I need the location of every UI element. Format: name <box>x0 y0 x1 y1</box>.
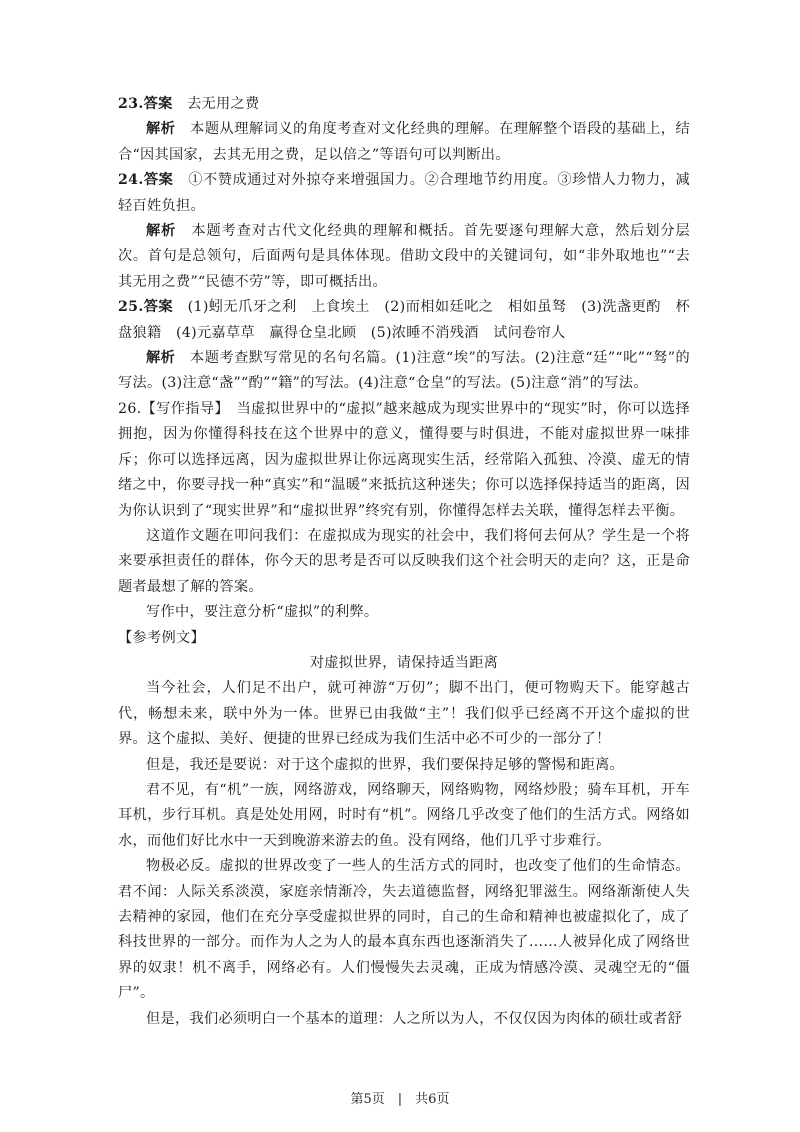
answer-23 <box>118 92 690 117</box>
analysis-label: 解析 <box>146 350 176 367</box>
answer-text: ①不赞成通过对外掠夺来增强国力。②合理地节约用度。③珍惜人力物力，减轻百姓负担。 <box>118 172 691 214</box>
analysis-label: 解析 <box>146 121 176 138</box>
sample-essay-title: 对虚拟世界，请保持适当距离 <box>309 654 499 671</box>
writing-guide-text: 当虚拟世界中的“虚拟”越来越成为现实世界中的“现实”时，你可以选择拥抱，因为你懂得科技在这个世界中的意义，懂得要与时俱进，不能对虚拟世界一味排斥；你可以选择远离，因为虚拟世界让你远离现实生活，经常陷入孤独、冷漠、虚无的情绪之中，你要寻找一种“真实”和“温暖”来抵抗这种迷失；你可以选择保持适当的距离，因为你认识到了“现实世界”和“虚拟世界”终究有别，你懂得怎样去关联，懂得怎样去平衡。 <box>118 400 690 519</box>
answer-25 <box>118 295 690 346</box>
answer-text: 去无用之费 <box>187 96 260 112</box>
essay-paragraph: 物极必反。虚拟的世界改变了一些人的生活方式的同时，也改变了他们的生命情态。君不闻：人际关系淡漠，家庭亲情渐冷，失去道德监督，网络犯罪滋生。网络渐渐使人失去精神的家园，他们在充分享受虚拟世界的同时，自己的生命和精神也被虚拟化了，成了科技世界的一部分。而作为人之为人的最本真东西也逐渐消失了……人被异化成了网络世界的奴隶！机不离手，网络必有。人们慢慢失去灵魂，正成为情感冷漠、灵魂空无的“僵尸”。 <box>118 858 690 1002</box>
paragraph: 这道作文题在叩问我们：在虚拟成为现实的社会中，我们将何去何从？学生是一个将来要承担责任的群体，你今天的思考是否可以反映我们这个社会明天的走向？这，正是命题者最想了解的答案。 <box>118 527 690 595</box>
essay-paragraph: 当今社会，人们足不出户，就可神游“万仞”；脚不出门，便可物购天下。能穿越古代，畅想未来，联中外为一体。世界已由我做“主”！我们似乎已经离不开这个虚拟的世界。这个虚拟、美好、便捷的世界已经成为我们生活中必不可少的一部分了！ <box>118 680 690 748</box>
analysis-label: 解析 <box>146 223 177 240</box>
answer-label: 25.答案 <box>118 299 174 316</box>
writing-guide-26 <box>118 397 690 524</box>
essay-paragraph: 但是，我们必须明白一个基本的道理：人之所以为人，不仅仅因为肉体的硕壮或者舒 <box>146 1010 683 1027</box>
sample-essay-label: 【参考例文】 <box>118 629 205 646</box>
writing-guide-label: 26.【写作指导】 <box>118 400 222 417</box>
answer-text: (1)蚓无爪牙之利 上食埃土 (2)而相如廷叱之 相如虽驽 (3)洗盏更酌 杯盘狼籍 (4)元嘉草草 赢得仓皇北顾 (5)浓睡不消残酒 试问卷帘人 <box>118 299 690 341</box>
document-body <box>118 92 690 1032</box>
paragraph: 写作中，要注意分析“虚拟”的利弊。 <box>146 604 379 621</box>
answer-label: 24.答案 <box>118 172 174 189</box>
analysis-text: 本题考查对古代文化经典的理解和概括。首先要逐句理解大意，然后划分层次。首句是总领句，后面两句是具体体现。借助文段中的关键词句，如“非外取地也”“去其无用之费”“民德不劳”等，即可概括出。 <box>118 223 690 290</box>
analysis-text: 本题从理解词义的角度考查对文化经典的理解。在理解整个语段的基础上，结合“因其国家，去其无用之费，足以倍之”等语句可以判断出。 <box>118 121 690 163</box>
analysis-23 <box>118 117 690 168</box>
analysis-25 <box>118 346 690 397</box>
answer-label: 23.答案 <box>118 96 173 112</box>
essay-paragraph: 但是，我还是要说：对于这个虚拟的世界，我们要保持足够的警惕和距离。 <box>146 756 625 773</box>
analysis-text: 本题考查默写常见的名句名篇。(1)注意“埃”的写法。(2)注意“廷”“叱”“驽”的写法。(3)注意“盏”“酌”“籍”的写法。(4)注意“仓皇”的写法。(5)注意“消”的写法。 <box>118 350 690 392</box>
answer-24 <box>118 168 690 219</box>
page-footer: 第5页 | 共6页 <box>350 1092 450 1107</box>
analysis-24 <box>118 219 690 295</box>
essay-paragraph: 君不见，有“机”一族，网络游戏，网络聊天，网络购物，网络炒股；骑车耳机，开车耳机，步行耳机。真是处处用网，时时有“机”。网络几乎改变了他们的生活方式。网络如水，而他们好比水中一天到晚游来游去的鱼。没有网络，他们几乎寸步难行。 <box>118 781 690 849</box>
